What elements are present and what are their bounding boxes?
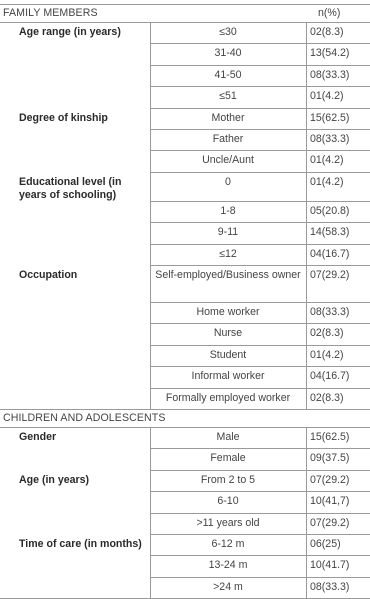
category-cell: From 2 to 5: [200, 473, 256, 486]
column-divider: [150, 22, 151, 409]
section-title: FAMILY MEMBERS: [3, 7, 98, 19]
table-row: [0, 43, 370, 64]
value-cell: 02(8.3): [310, 391, 344, 404]
value-cell: 04(16.7): [310, 247, 350, 260]
column-divider: [306, 427, 307, 598]
category-cell: Home worker: [196, 306, 260, 318]
table-row: [0, 345, 370, 366]
table-row: [0, 388, 370, 409]
table-row: [0, 65, 370, 86]
table-row: [0, 244, 370, 265]
value-cell: 02(8.3): [310, 327, 344, 340]
value-cell: 08(33.3): [310, 580, 350, 593]
group-label: Time of care (in months): [19, 538, 142, 550]
category-cell: ≤12: [219, 247, 237, 260]
value-cell: 08(33.3): [310, 133, 350, 145]
table-row: [0, 427, 370, 448]
section-divider: [0, 427, 370, 428]
table-row: [0, 366, 370, 387]
category-cell: 31-40: [214, 47, 242, 60]
section-header: [0, 409, 370, 427]
category-cell: Nurse: [213, 327, 243, 340]
table-row: [0, 302, 370, 323]
table-row: [0, 22, 370, 43]
column-divider: [150, 427, 151, 598]
category-cell: Student: [209, 348, 247, 361]
category-cell: 13-24 m: [208, 559, 248, 572]
category-cell: Female: [210, 452, 246, 465]
value-cell: 04(16.7): [310, 370, 350, 383]
value-cell: 09(37.5): [310, 452, 350, 465]
table-row: [0, 323, 370, 344]
category-cell: ≤30: [219, 26, 237, 38]
table-row: [0, 555, 370, 576]
category-cell: >11 years old: [196, 516, 260, 529]
table-row: [0, 172, 370, 201]
table-row: [0, 201, 370, 222]
column-divider: [306, 22, 307, 409]
value-cell: 06(25): [310, 538, 341, 550]
group-label: Age range (in years): [19, 26, 121, 38]
category-cell: Formally employed worker: [165, 391, 291, 404]
category-cell: Male: [216, 431, 240, 443]
table-row: [0, 222, 370, 243]
value-cell: 01(4.2): [310, 154, 344, 167]
category-cell: 6-12 m: [211, 538, 245, 550]
group-label: Gender: [19, 431, 57, 443]
value-cell: 07(29.2): [310, 473, 350, 486]
section-divider: [0, 4, 370, 5]
value-cell: 13(54.2): [310, 47, 350, 60]
table-row: [0, 470, 370, 491]
table-row: [0, 491, 370, 512]
category-cell: 41-50: [214, 68, 242, 81]
section-title: CHILDREN AND ADOLESCENTS: [3, 412, 166, 424]
value-cell: 07(29.2): [310, 516, 350, 529]
category-cell: Father: [212, 133, 244, 145]
value-cell: 10(41,7): [310, 495, 350, 508]
value-cell: 02(8.3): [310, 26, 344, 38]
table-row: [0, 129, 370, 150]
value-cell: 01(4.2): [310, 348, 344, 361]
category-cell: 0: [225, 175, 231, 188]
table-row: [0, 265, 370, 302]
table-row: [0, 534, 370, 555]
column-header-n-percent: n(%): [318, 7, 341, 19]
table-row: [0, 86, 370, 107]
section-divider: [0, 22, 370, 23]
group-label: Degree of kinship: [19, 111, 108, 124]
category-cell: >24 m: [213, 580, 243, 593]
category-cell: 1-8: [220, 204, 236, 217]
value-cell: 15(62.5): [310, 431, 350, 443]
group-label: Occupation: [19, 269, 78, 281]
category-cell: Uncle/Aunt: [202, 154, 254, 167]
group-label: Age (in years): [19, 473, 90, 486]
category-cell: Self-employed/Business owner: [155, 269, 301, 281]
value-cell: 01(4.2): [310, 90, 344, 103]
value-cell: 15(62.5): [310, 111, 350, 124]
value-cell: 14(58.3): [310, 226, 350, 239]
table-row: [0, 448, 370, 469]
table-row: [0, 108, 370, 129]
group-label: Educational level (in years of schooling): [19, 175, 122, 201]
table-row: [0, 150, 370, 171]
category-cell: 6-10: [217, 495, 239, 508]
value-cell: 08(33.3): [310, 306, 350, 318]
category-cell: Mother: [211, 111, 245, 124]
table-row: [0, 577, 370, 598]
value-cell: 07(29.2): [310, 269, 350, 281]
value-cell: 01(4.2): [310, 175, 344, 188]
value-cell: 10(41.7): [310, 559, 350, 572]
section-header: [0, 4, 370, 22]
category-cell: Informal worker: [191, 370, 265, 383]
category-cell: 9-11: [217, 226, 239, 239]
value-cell: 05(20.8): [310, 204, 350, 217]
value-cell: 08(33.3): [310, 68, 350, 81]
section-divider: [0, 409, 370, 410]
category-cell: ≤51: [219, 90, 237, 103]
table-row: [0, 513, 370, 534]
